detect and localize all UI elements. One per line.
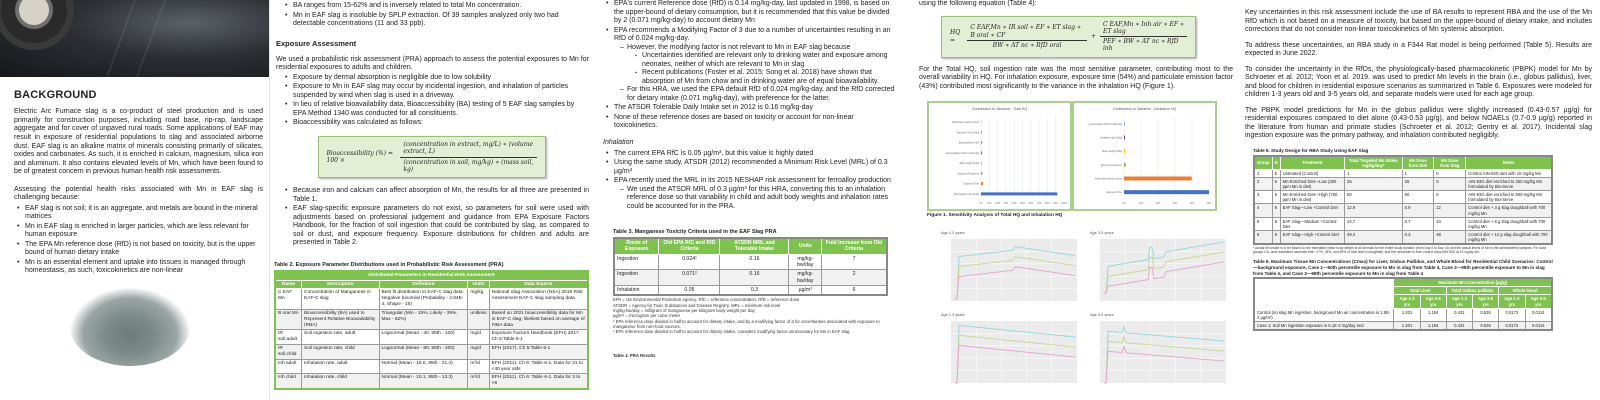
- table-cell: mg/kg: [468, 289, 489, 310]
- table-cell: 0.0172: [1499, 321, 1525, 330]
- table-cell: Based on 2021 bioaccessibility data for Mn in EAF-C slag; likeliest based on average of IVBA data: [489, 309, 588, 330]
- table-cell: 6: [1272, 169, 1280, 177]
- table-cell: 48: [1434, 230, 1466, 244]
- table-cell: 0.16: [720, 254, 789, 270]
- table-cell: 0.9: [1402, 204, 1434, 217]
- column-hq-results: [905, 0, 1237, 400]
- table-cell: Bioaccessibility (BA) used to Represent Relative Bioavailability (RBA): [302, 309, 380, 330]
- table-cell: 7: [822, 254, 887, 270]
- list-item: • The ATSDR Tolerable Daily Intake set in 2012 is 0.16 mg/kg-day: [603, 104, 898, 113]
- table-cell: AIN-93G diet enriched to 500 mg/kg Mn formulated by Bio-Serve: [1466, 191, 1552, 204]
- table-cell: m³/d: [468, 359, 489, 374]
- table-cell: Inhalation: [614, 285, 659, 295]
- table-cell: 0.431: [1446, 321, 1472, 330]
- paragraph: To consider the uncertainty in the RfDs, the physiologically-based pharmacokinetic (PBPK) model for Mn by Schroeter et al. 2012; Yoon et al. 2019. was used to predict Mn levels in the brain (i.e., globus pallidus), liver, and blood for children in residential exposure scenarios as summarized in Table 6. Exposures were modeled for children 1-3 years old and 3-5 years old, and separate models were used for each age group.: [1245, 65, 1592, 99]
- x-tick-label: 0%: [1122, 202, 1126, 206]
- table-cell: 48.3: [1344, 230, 1402, 244]
- slag-rocks-image: [70, 288, 190, 366]
- table-cell: 1.184: [1420, 308, 1446, 321]
- table2-exposure-parameters: Distributed Parameters in Residential Risk Assessment Name Description Definition Units Data Source C EAF Mn Concentration of Manganese in EAF-C slag Best fit distribution to EAF-C slag data: Negative binomial (Probability - 4.84E-4, Shape - 16) mg/kg National Slag Association (NSA) 2019 Risk Assessment EAF-C slag sampling data B oral Mn Bioaccessibility (BA) used to Represent Relative Bioavailability (RBA) Triangular (Min - 15%, Likely - 39%, Max - 62%) unitless Based on 2021 bioaccessibility data for Mn in EAF-C slag; likeliest based on average of IVBA data IR soil,adult Soil ingestion rate, adult Lognormal (Mean - 30, 95th - 100) mg/d Exposure Factors Handbook (EFH) 2017. Ch 5:Table 5-1 IR soil,child Soil ingestion rate, child Lognormal (Mean - 80, 95th - 200) mg/d EFH (2017). Ch 5:Table 5-1 Inh adult Inhalation rate, adult Normal (Mean - 16.0, 95th - 21.4) m³/d EFH (2011). Ch 6: Table 6-1. Data for 31 to <40 year olds Inh child Inhalation rate, child Normal (Mean - 10.1, 95th - 13.3) m³/d EFH (2011). Ch 6: Table 6-1. Data for 3 to <6: [274, 270, 589, 391]
- table-row: [614, 254, 887, 270]
- x-tick-label: 40%: [1189, 202, 1195, 206]
- inhalation-subheading: Inhalation: [603, 138, 634, 146]
- column-exposure-assessment: [270, 0, 595, 400]
- y-tick-label: Particulate emission factor: [952, 122, 979, 125]
- table-row: [275, 374, 588, 389]
- table-row: [1254, 217, 1552, 230]
- list-item: • Mn is an essential element and uptake into tissues is managed through homeostasis, as such, toxicokinetics are non-linear: [14, 259, 263, 276]
- list-item: • In lieu of relative bioavailability data, Bioaccessibility (BA) testing of 5 EAF slag samples by EPA Method 1340 was conducted for all constituents.: [282, 101, 589, 118]
- table-cell: AIN-93G diet enriched to 250 mg/kg Mn formulated by Bio-Serve: [1466, 177, 1552, 190]
- background-intro: Electric Arc Furnace slag is a co-product of steel production and is used primarily for construction purposes, including road base, rip-rap, landscape aggregate and for cover of unpaved rural roads. Some applications of EAF may result in exposure of residential populations to slag and associated airborne dust. EAF slag is an alkaline matrix of minerals consisting primarily of silicates, oxides and carbonates. As such, it is enriched in calcium, magnesium, silica iron and aluminum. It also contains elevated levels of Mn, which have been found to be of greatest concern in previous human health risk assessments.: [14, 108, 263, 176]
- table-row: [1254, 191, 1552, 204]
- x-tick-label: 50%: [1020, 202, 1025, 206]
- table-cell: mg/d: [468, 345, 489, 360]
- table-cell: 8: [1272, 217, 1280, 230]
- y-tick-label: Concentration of Mn in EAF slag: [945, 153, 979, 156]
- bar: [981, 121, 982, 124]
- table-cell: Control diet + 3 g slag doughball with 700 mg/kg Mn: [1466, 204, 1552, 217]
- footnote-line: EPA = US Environmental Protection Agency, RfC = reference concentration, RfD = reference dose: [613, 297, 800, 303]
- table5-caption: Table 5. Study Design for RBA Study Using EAF Slag: [1253, 147, 1369, 153]
- bar: [981, 193, 1057, 196]
- challenge-intro: Assessing the potential health risks associated with Mn in EAF slag is challenging because:: [14, 185, 263, 202]
- x-tick-label: 20%: [995, 202, 1000, 206]
- table-cell: Mn-Enriched Diet—High (750 ppm Mn in diet): [1280, 191, 1344, 204]
- table-row: [275, 345, 588, 360]
- table-cell: 1: [1344, 169, 1402, 177]
- pbpk-panel: Age 3-5 years: [1090, 313, 1231, 391]
- table-cell: 0.071²: [659, 270, 720, 286]
- x-tick-label: 80%: [1045, 202, 1050, 206]
- table-cell: 50: [1344, 191, 1402, 204]
- y-tick-label: Bioavailability of Mn: [958, 143, 979, 145]
- x-tick-label: 70%: [1036, 202, 1042, 206]
- y-tick-label: Exposure Time: [963, 184, 979, 186]
- table-cell: Ingestion: [614, 270, 659, 286]
- table-cell: 0.0114: [1525, 308, 1552, 321]
- table-cell: Control diet + 6 g slag doughball with 700 mg/kg Mn: [1466, 217, 1552, 230]
- y-tick-label: Particulate emission factor: [1095, 178, 1122, 181]
- table-cell: Inhalation rate, adult: [302, 359, 380, 374]
- table2-caption: Table 2. Exposure Parameter Distributions used in Probabilistic Risk Assessment (PRA): [274, 261, 504, 268]
- sensitivity-paragraph: For the Total HQ, soil ingestion rate was the most sensitive parameter, contributing most to the overall variability in HQ. For inhalation exposure, exposure time (54%) and particulate emission factor (43%) contributed most significantly to the variance in the inhalation HQ (Figure 1).: [919, 65, 1233, 90]
- pbpk-line-plot: [941, 319, 1079, 389]
- footnote-line: µg/m³ = microgram per cubic meter: [613, 313, 681, 319]
- table-cell: mg/kg-bw/day: [789, 270, 822, 286]
- table-cell: Inh adult: [275, 359, 302, 374]
- paragraph: The PBPK model predictions for Mn in the globus pallidus were slightly increased (0.43-0.57 µg/g) for residential exposures compared to diet alone (0.43-0.53 µg/g), and below NOAELs (0.7-0.9 µg/g) reported in the literature from human and primate studies (Schroeter et al. 2012; Gentry et al. 2017). Incidental slag ingestion exposure was the primary pathway, and inhalation contributed negligibly.: [1245, 106, 1592, 140]
- table-cell: 12.9: [1344, 204, 1402, 217]
- pbpk-panel: Age 3-5 years: [1090, 231, 1231, 309]
- table6-caption: Table 6. Maximum Tissue Mn Concentrations (Cmax) for Liver, Globus Pallidus, and Whole Blood for Residential Child Scenarios: Control—background exposure, Case 1—50th percentile exposure to Mn in slag from Table 4, Case 2—95th percentile exposure to Mn in slag from Table 4, and Case 3—99th percentile exposure to Mn in slag from Table 4: [1253, 259, 1553, 276]
- table-cell: 1.184: [1420, 321, 1446, 330]
- table-cell: 0.0172: [1499, 308, 1525, 321]
- pbpk-line-plot: [1090, 319, 1228, 389]
- y-tick-label: Exposure Frequency: [957, 173, 979, 176]
- list-item: • Mn in EAF slag is enriched in larger particles, which are less relevant for human exposure: [14, 223, 263, 240]
- table-cell: IR soil,child: [275, 345, 302, 360]
- table-cell: Normal (Mean - 16.0, 95th - 21.4): [379, 359, 468, 374]
- table-cell: mg/kg-bw/day: [789, 254, 822, 270]
- table-cell: Control AIN-93G diet with 10 mg/kg Mn: [1466, 169, 1552, 177]
- table-row: [1254, 230, 1552, 244]
- table-cell: 0.024¹: [659, 254, 720, 270]
- list-item: • The EPA Mn reference dose (RfD) is not based on toxicity, but is the upper bound of human dietary intake: [14, 241, 263, 258]
- table-cell: Lognormal (Mean - 80, 95th - 200): [379, 345, 468, 360]
- list-item: • EPA recommends a Modifying Factor of 3 due to a number of uncertainties resulting in an RfD of 0.024 mg/kg-day. – However, the modifying factor is not relevant to Mn in EAF slag because ▪ Uncertainties identified are relevant only to drinking water and exposure among neonates, neither of which are relevant to Mn in slag ▪ Recent publications (Foster et al. 2015; Song et al. 2018) have shown that absorption of Mn from chow and in drinking water are of equal bioavailability. – For this HRA, we used the EPA default RfD of 0.024 mg/kg-day, and the RfD corrected for dietary intake (0.071 mg/kg-day), with preference for the latter.: [603, 27, 898, 104]
- bar: [981, 142, 982, 145]
- x-tick-label: 100%: [1060, 202, 1068, 206]
- table3-toxicity-criteria: Route of Exposure Old EPA RfC and RfD Criteria ATSDR MRL and Tolerable Intake Units Fold Increase from Old Criteria Ingestion 0.024¹ 0.16 mg/kg-bw/day 7 Ingestion 0.071² 0.16 mg/kg-bw/day 2 Inhalation 0.05 0.3 µg/m³ 6: [613, 237, 888, 296]
- table-cell: EAF Slag—Medium +Control Diet: [1280, 217, 1344, 230]
- equation-lead: using the following equation (Table 4):: [919, 0, 1037, 7]
- table-cell: Mn-Enriched Diet—Low (300 ppm Mn in diet): [1280, 177, 1344, 190]
- table-cell: 5: [1254, 217, 1272, 230]
- x-tick-label: 10%: [986, 202, 992, 206]
- x-tick-label: 40%: [1011, 202, 1017, 206]
- y-tick-label: Body weight (child): [1102, 151, 1122, 154]
- chart-title: Contribution to Variance - Total HQ: [971, 107, 1028, 112]
- column-background: [0, 0, 270, 400]
- table-cell: 4: [1254, 204, 1272, 217]
- table-row: [1254, 321, 1552, 330]
- table-cell: Soil ingestion rate, child: [302, 345, 380, 360]
- exposure-intro: We used a probabilistic risk assessment (PRA) approach to assess the potential exposures to Mn for residential exposures to adults and children.: [276, 55, 589, 72]
- list-item: • Because iron and calcium can affect absorption of Mn, the results for all three are presented in Table 1.: [282, 187, 589, 204]
- chart-title: Contribution to Variance - Inhalation HQ: [1112, 107, 1177, 112]
- table-cell: 0: [1434, 169, 1466, 177]
- table-cell: Normal (Mean - 10.1, 95th - 13.3): [379, 374, 468, 389]
- x-tick-label: 50%: [1206, 202, 1212, 206]
- table-cell: 6: [1272, 177, 1280, 190]
- table-row: [275, 359, 588, 374]
- table-cell: 8: [1272, 204, 1280, 217]
- table-cell: EAF Slag—High +Control Diet: [1280, 230, 1344, 244]
- table-row: [614, 270, 887, 286]
- x-tick-label: 90%: [1053, 202, 1059, 206]
- bar: [1124, 122, 1125, 126]
- table-cell: National Slag Association (NSA) 2019 Risk Assessment EAF-C slag sampling data: [489, 289, 588, 310]
- table-cell: 0.431: [1446, 308, 1472, 321]
- list-item: • Mn in EAF slag is insoluble by SPLP extraction. Of 39 samples analyzed only two had detectable concentrations (11 and 33 ppb).: [282, 12, 589, 29]
- table-cell: 0.3: [720, 285, 789, 295]
- bar: [1124, 136, 1125, 140]
- column-uncertainties: [1240, 0, 1600, 400]
- bar: [981, 172, 982, 175]
- y-tick-label: Exposure Time: [1106, 192, 1122, 195]
- table-cell: Lognormal (Mean - 30, 95th - 100): [379, 330, 468, 345]
- plot-background: [951, 321, 1077, 383]
- table-cell: 24: [1434, 217, 1466, 230]
- list-item: • The current EPA RfC is 0.05 µg/m³, but this value is highly dated: [603, 150, 898, 159]
- table-cell: 0.535: [1472, 308, 1498, 321]
- table-cell: Inhalation rate, child: [302, 374, 380, 389]
- table-cell: m³/d: [468, 374, 489, 389]
- table-cell: Control (no slag Mn ingestion, background Mn air concentration is 1.5E-2 µg/m³): [1254, 308, 1394, 321]
- table-cell: EFH (2011). Ch 6: Table 6-1. Data for 3 to <6: [489, 374, 588, 389]
- table-cell: 0: [1434, 177, 1466, 190]
- list-item: • BA ranges from 15-62% and is inversely related to total Mn concentration.: [282, 2, 589, 11]
- list-item: • Exposure by dermal absorption is negligible due to low solubility: [282, 74, 589, 83]
- table-cell: 0.05: [659, 285, 720, 295]
- table4-caption: Table 4. PRA Results: [613, 352, 656, 358]
- table-row: [1254, 169, 1552, 177]
- table-cell: 25: [1344, 177, 1402, 190]
- table-cell: 0.535: [1472, 321, 1498, 330]
- table-cell: Ingestion: [614, 254, 659, 270]
- table-cell: 1.201: [1394, 308, 1420, 321]
- table5-study-design: Group N Treatment Total Targeted Mn Intake mg/kg/day* Mn Dose from Diet Mn Dose from Slag Notes 1 6 Untreated (Control) 1 1 0 Control AIN-93G diet with 10 mg/kg Mn 2 6 Mn-Enriched Diet—Low (300 ppm Mn in diet) 25 25 0 AIN-93G diet enriched to 250 mg/kg Mn formulated by Bio-Serve 3 6 Mn-Enriched Diet—High (750 ppm Mn in diet) 50 50 0 AIN-93G diet enriched to 500 mg/kg Mn formulated by Bio-Serve 4 8 EAF Slag—Low +Control Diet 12.9 0.9 12 Control diet + 3 g slag doughball with 700 mg/kg Mn 5 8 EAF Slag—Medium +Control Diet 24.7 0.7 24 Control diet + 6 g slag doughball with 700 mg/kg Mn 6 8 EAF Slag—High +Control Diet 48.3 0.3 48 Control diet + 12 g slag doughball with 700 mg/kg Mn: [1253, 155, 1553, 246]
- table-cell: Triangular (Min - 15%, Likely - 39%, Max - 62%): [379, 309, 468, 330]
- footnote-line: mg/kg-bw/day = milligram of manganese per kilogram body weight per day: [613, 308, 755, 314]
- paragraph: Key uncertainties in this risk assessment include the use of BA results to represent RBA and the use of the Mn RfD which is not based on a measure of toxicity, but based on the upper-bound of dietary intake, and includes corrections that do not consider non-linear toxicokinetics of Mn systemic absorption.: [1245, 9, 1592, 34]
- list-item: • Bioaccessibility was calculated as follows:: [282, 119, 589, 128]
- bioaccessibility-equation: Bioaccessibility (%) = 100 × $\frac{\text{(concentration in extract, mg/L) ∗ (volume extract, L)}}{\text{(concentration in soil, mg/kg) ∗ (mass soil, kg)}}$: [318, 136, 546, 178]
- table-cell: 6: [822, 285, 887, 295]
- list-item: • EAF slag is not soil; it is an aggregate, and metals are bound in the mineral matrices: [14, 205, 263, 222]
- table-row: [1254, 308, 1552, 321]
- table-row: [1254, 177, 1552, 190]
- bar: [1124, 150, 1125, 154]
- table-cell: mg/d: [468, 330, 489, 345]
- table-cell: 24.7: [1344, 217, 1402, 230]
- table-cell: Control diet + 12 g slag doughball with 700 mg/kg Mn: [1466, 230, 1552, 244]
- table-cell: 0: [1434, 191, 1466, 204]
- table-cell: EFH (2011). Ch 6: Table 6-1. Data for 31 to <40 year olds: [489, 359, 588, 374]
- table-row: [275, 309, 588, 330]
- bar: [981, 152, 982, 155]
- footnote-line: ATSDR = Agency for Toxic Substances and Disease Registry, MRL = minimum risk level: [613, 302, 781, 308]
- paragraph: To address these uncertainties, an RBA study in a F344 Rat model is being performed (Table 5). Results are expected in June 2022.: [1245, 41, 1592, 58]
- list-item: • Using the same study, ATSDR (2012) recommended a Minimum Risk Level (MRL) of 0.3 µg/m³: [603, 159, 898, 176]
- table-cell: 3: [1254, 191, 1272, 204]
- table-cell: 2: [822, 270, 887, 286]
- bar: [981, 162, 982, 165]
- bar: [1124, 177, 1192, 181]
- table-cell: 8: [1272, 230, 1280, 244]
- column-toxicity-criteria: [597, 0, 902, 400]
- table-cell: 12: [1434, 204, 1466, 217]
- table3-caption: Table 3. Manganese Toxicity Criteria used in the EAF Slag PRA: [613, 229, 777, 236]
- table-cell: 1.201: [1394, 321, 1420, 330]
- table-cell: Case 1: Soil Mn ingestion exposure is 5.1E-3 mg/day and: [1254, 321, 1394, 330]
- table-row: [275, 289, 588, 310]
- list-item: • EPA recently used the MRL in its 2015 NESHAP risk assessment for ferroalloy production – We used the ATSDR MRL of 0.3 µg/m³ for this HRA, converting this to an inhalation reference dose so that variability in child and adult body weights and inhalation rates could be accounted for in the PRA.: [603, 177, 898, 211]
- background-heading: BACKGROUND: [14, 89, 97, 101]
- footnote-line: ¹ EPA reference dose divided in half to account for dietary intake, and by a modifying factor of 3 for uncertainties associated with exposure to manganese from non-food sources.: [613, 318, 880, 330]
- x-tick-label: 30%: [1172, 202, 1178, 206]
- table-cell: IR soil,adult: [275, 330, 302, 345]
- table-cell: Soil ingestion rate, adult: [302, 330, 380, 345]
- x-tick-label: 60%: [1028, 202, 1034, 206]
- y-tick-label: Body weight (child): [959, 163, 979, 166]
- table-cell: 0.0114: [1525, 321, 1552, 330]
- bar: [1124, 191, 1209, 195]
- pbpk-panel: Age 1-3 years: [941, 313, 1082, 391]
- list-item: • Exposure to Mn in EAF slag may occur by incidental ingestion, and inhalation of particles suspended by wind when slag is used in a driveway.: [282, 83, 589, 100]
- table5-footnote: * Actual Mn intake is to be based on the estimated mean body weight of all animals for the entire study duration (from Day 0 to Day 14) and the actual levels of Mn in the administered samples. For dose groups 4-6, dose estimated assumes that ~17%, 34%, and 69% of total feed is doughball, and the remainder is from control chow AIN-93G at 10 mg/kg Mn.: [1253, 246, 1547, 255]
- table-cell: Untreated (Control): [1280, 169, 1344, 177]
- hq-equation: HQ = $\frac{\text{C EAF,Mn ∗ IR soil ∗ EF ∗ ET slag ∗ B oral ∗ CF}}{\text{BW ∗ AT nc ∗ RfD oral}}$ + $\frac{\text{C EAF,Mn ∗ Inh air ∗ EF ∗ ET slag}}{\text{PEF ∗ BW ∗ AT nc ∗ RfD inh}}$: [941, 16, 1196, 58]
- x-tick-label: 10%: [1138, 202, 1144, 206]
- chart-total-hq: [929, 103, 1070, 209]
- hero-photo-tire-on-slag-road: [0, 0, 270, 77]
- table-cell: 0.7: [1402, 217, 1434, 230]
- list-item: • None of these reference doses are based on toxicity or account for non-linear toxicokinetics.: [603, 114, 898, 131]
- x-tick-label: 0%: [979, 202, 983, 206]
- table-cell: 0.16: [720, 270, 789, 286]
- bar: [1124, 163, 1126, 167]
- table-cell: 0.3: [1402, 230, 1434, 244]
- x-tick-label: 30%: [1003, 202, 1009, 206]
- y-tick-label: Exposure Time (child): [956, 132, 979, 135]
- table-cell: Concentration of Manganese in EAF-C slag: [302, 289, 380, 310]
- table-cell: 6: [1272, 191, 1280, 204]
- table3-footnotes: [613, 297, 888, 335]
- table-cell: 1: [1402, 169, 1434, 177]
- table-row: [614, 285, 887, 295]
- pbpk-plots: [941, 231, 1231, 391]
- pbpk-line-plot: [1090, 237, 1228, 307]
- y-tick-label: Inhalation rate (child): [1100, 137, 1122, 140]
- table-cell: µg/m³: [789, 285, 822, 295]
- table-cell: Inh child: [275, 374, 302, 389]
- x-tick-label: 20%: [1155, 202, 1161, 206]
- tire-image: [0, 0, 74, 50]
- figure1-sensitivity-charts: [927, 101, 1217, 211]
- table-cell: unitless: [468, 309, 489, 330]
- figure1-caption: Figure 1. Sensitivity Analysis of Total HQ and Inhalation HQ: [927, 213, 1063, 219]
- table-row: [1254, 204, 1552, 217]
- table-cell: 2: [1254, 177, 1272, 190]
- table-cell: Best fit distribution to EAF-C slag data: Negative binomial (Probability - 4.84E-4, Shape - 16): [379, 289, 468, 310]
- table6-tissue-concentrations: Maximum Mn Concentration (µg/g) Total Liver Total Globus pallidus Whole blood Age 1-3 yrs Age 3-5 yrs Age 1-3 yrs Age 3-5 yrs Age 1-3 yrs Age 3-5 yrs Control (no slag Mn ingestion, background Mn air concentration is 1.5E-2 µg/m³) 1.201 1.184 0.431 0.535 0.0172 0.0114 Case 1: Soil Mn ingestion exposure is 5.1E-3 mg/day and 1.201 1.184 0.431 0.535 0.0172 0.0114: [1253, 277, 1553, 331]
- plot-background: [1100, 239, 1226, 301]
- table-cell: 1: [1254, 169, 1272, 177]
- table-row: [275, 330, 588, 345]
- footnote-line: ² EPA reference dose divided in half to account for dietary intake, considers modifying factor unnecessary for Mn in EAF slag.: [613, 329, 851, 335]
- table-cell: EFH (2017). Ch 5:Table 5-1: [489, 345, 588, 360]
- table-cell: 6: [1254, 230, 1272, 244]
- bar: [981, 131, 982, 134]
- table-cell: B oral Mn: [275, 309, 302, 330]
- table-cell: 50: [1402, 191, 1434, 204]
- table-cell: Exposure Factors Handbook (EFH) 2017. Ch 5:Table 5-1: [489, 330, 588, 345]
- chart-inhalation-hq: [1074, 103, 1215, 209]
- list-item: • EPA's current Reference dose (RfD) is 0.14 mg/kg-day, last updated in 1998, is based on the upper-bound of dietary consumption, but it is recommended that this value be divided by 2 (0.071 mg/kg-day) to account dietary Mn: [603, 0, 898, 26]
- table-cell: EAF Slag—Low +Control Diet: [1280, 204, 1344, 217]
- list-item: • EAF slag-specific exposure parameters do not exist, so parameters for soil were used with adjustments based on professional judgement and guidance from EPA Exposure Factors Handbook, for the fraction of soil ingestion that could be contributed by slag, as compared to soil or dust, and exposure frequency. Exposure distributions for children and adults are presented in Table 2.: [282, 205, 589, 248]
- pbpk-panel: Age 1-3 years: [941, 231, 1082, 309]
- pbpk-line-plot: [941, 237, 1079, 307]
- section-title: Exposure Assessment: [276, 38, 357, 48]
- y-tick-label: Exposure Frequency: [1100, 165, 1122, 168]
- bar: [981, 183, 983, 186]
- challenge-list: [14, 205, 263, 276]
- table-cell: 25: [1402, 177, 1434, 190]
- y-tick-label: Concentration of Mn in EAF slag: [1088, 124, 1122, 127]
- table-cell: C EAF Mn: [275, 289, 302, 310]
- y-tick-label: Soil ingestion rate (child): [953, 194, 979, 197]
